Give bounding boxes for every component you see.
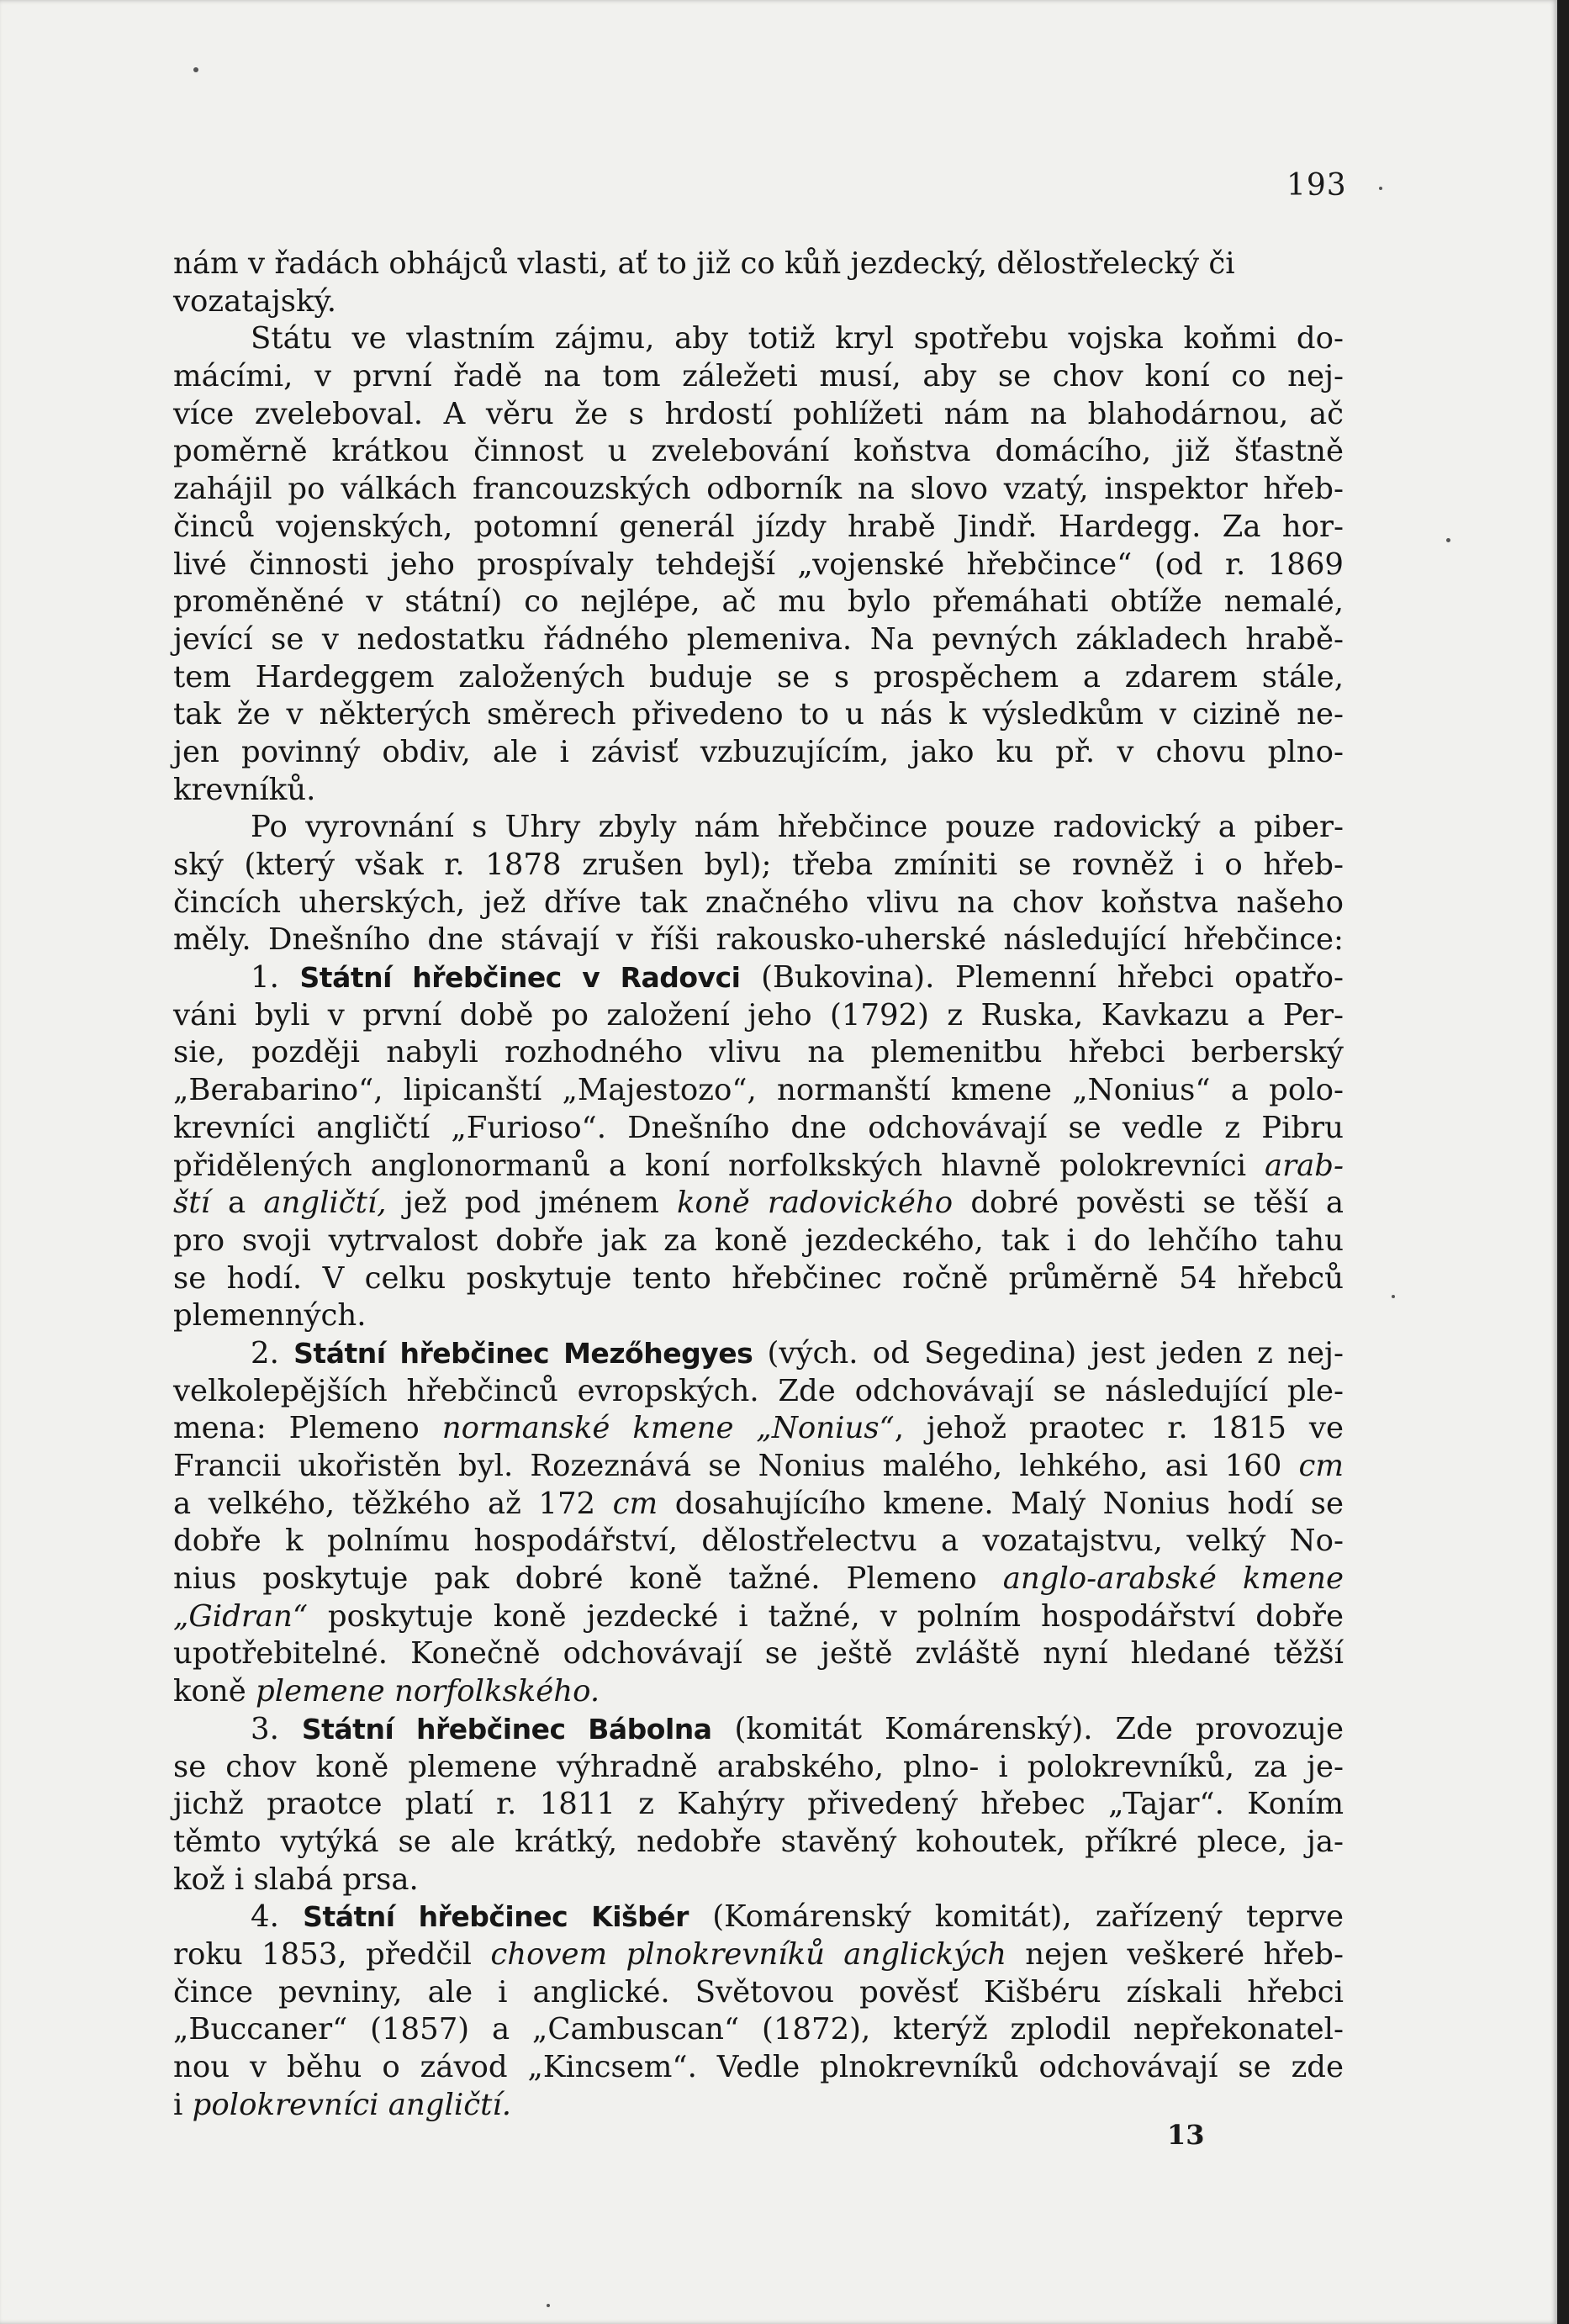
text-line: jen povinný obdiv, ale i závisť vzbuzujícím, jako ku př. v chovu plno-: [173, 734, 1344, 769]
text-line: více zveleboval. A věru že s hrdostí pohlížeti nám na blahodárnou, ač: [173, 396, 1344, 431]
text-line: pro svoji vytrvalost dobře jak za koně jezdeckého, tak i do lehčího tahu: [173, 1223, 1344, 1258]
text-line: sie, později nabyli rozhodného vlivu na plemenitbu hřebci berberský: [173, 1035, 1344, 1070]
page-number-top: 193: [1286, 168, 1347, 203]
text-line: upotřebitelné. Konečně odchovávají se ještě zvláště nyní hledané těžší: [173, 1636, 1344, 1672]
text-line: Státu ve vlastním zájmu, aby totiž kryl spotřebu vojska koňmi do-: [251, 321, 1344, 357]
text-line: nám v řadách obhájců vlasti, ať to již co kůň jezdecký, dělostřelecký či: [173, 246, 1235, 281]
text-line: 2. Státní hřebčinec Mezőhegyes (vých. od Segedina) jest jeden z nej-: [251, 1335, 1344, 1371]
text-line: tak že v některých směrech přivedeno to u nás k výsledkům v cizině ne-: [173, 697, 1344, 732]
paper-speck: [547, 2304, 550, 2307]
text-line: „Gidran“ poskytuje koně jezdecké i tažné, v polním hospodářství dobře: [173, 1598, 1344, 1634]
text-line: činců vojenských, potomní generál jízdy hrabě Jindř. Hardegg. Za hor-: [173, 509, 1344, 544]
text-line: Po vyrovnání s Uhry zbyly nám hřebčince pouze radovický a piber-: [251, 810, 1344, 845]
text-line: přidělených anglonormanů a koní norfolkských hlavně polokrevníci arab-: [173, 1148, 1344, 1183]
text-line: mácími, v první řadě na tom záležeti musí, aby se chov koní co nej-: [173, 359, 1344, 394]
text-line: ský (který však r. 1878 zrušen byl); třeba zmíniti se rovněž i o hřeb-: [173, 848, 1344, 882]
section-heading: Státní hřebčinec v Radovci: [299, 961, 741, 995]
text-line: Francii ukořistěn byl. Rozeznává se Nonius malého, lehkého, asi 160 cm: [173, 1449, 1344, 1483]
text-line: proměněné v státní) co nejlépe, ač mu bylo přemáhati obtíže nemalé,: [173, 584, 1344, 620]
text-line: nius poskytuje pak dobré koně tažné. Plemeno anglo-arabské kmene: [173, 1561, 1344, 1597]
text-line: mena: Plemeno normanské kmene „Nonius“, jehož praotec r. 1815 ve: [173, 1411, 1344, 1446]
text-line: jichž praotce platí r. 1811 z Kahýry přivedený hřebec „Tajar“. Koním: [173, 1787, 1344, 1822]
text-line: velkolepějších hřebčinců evropských. Zde odchovávají se následující ple-: [173, 1373, 1344, 1408]
text-line: čince pevniny, ale i anglické. Světovou pověsť Kišbéru získali hřebci: [173, 1974, 1344, 2010]
text-line: ští a angličtí, jež pod jménem koně radovického dobré pověsti se těší a: [173, 1186, 1344, 1221]
text-line: nou v běhu o závod „Kincsem“. Vedle plnokrevníků odchovávají se zde: [173, 2050, 1344, 2084]
text-line: měly. Dnešního dne stávají v říši rakousko-uherské následující hřebčince:: [173, 922, 1344, 958]
text-line: krevníci angličtí „Furioso“. Dnešního dne odchovávají se vedle z Pibru: [173, 1110, 1344, 1145]
text-line: tem Hardeggem založených buduje se s prospěchem a zdarem stále,: [173, 659, 1344, 695]
text-line: se hodí. V celku poskytuje tento hřebčinec ročně průměrně 54 hřebců: [173, 1260, 1344, 1296]
text-line: dobře k polnímu hospodářství, dělostřelectvu a vozatajstvu, velký No-: [173, 1524, 1344, 1559]
text-line: kož i slabá prsa.: [173, 1862, 419, 1897]
section-heading: Státní hřebčinec Bábolna: [301, 1712, 712, 1746]
page-edge: [1557, 0, 1569, 2324]
text-line: poměrně krátkou činnost u zvelebování koňstva domácího, již šťastně: [173, 434, 1344, 469]
section-heading: Státní hřebčinec Kišbér: [303, 1900, 689, 1934]
text-line: vozatajský.: [173, 283, 337, 319]
text-line: čincích uherských, jež dříve tak značného vlivu na chov koňstva našeho: [173, 885, 1344, 920]
text-line: zahájil po válkách francouzských odborník na slovo vzatý, inspektor hřeb-: [173, 472, 1344, 507]
text-line: 4. Státní hřebčinec Kišbér (Komárenský komitát), zařízený teprve: [251, 1899, 1344, 1935]
paper-speck: [1379, 187, 1382, 190]
text-line: a velkého, těžkého až 172 cm dosahujícího kmene. Malý Nonius hodí se: [173, 1486, 1344, 1521]
text-line: krevníků.: [173, 772, 316, 807]
text-line: livé činnosti jeho prospívaly tehdejší „vojenské hřebčince“ (od r. 1869: [173, 547, 1344, 582]
text-line: těmto vytýká se ale krátký, nedobře stavěný kohoutek, příkré plece, ja-: [173, 1824, 1344, 1859]
text-line: i polokrevníci angličtí.: [173, 2087, 511, 2122]
body-text: [173, 246, 1344, 2124]
text-line: 3. Státní hřebčinec Bábolna (komitát Komárenský). Zde provozuje: [251, 1711, 1344, 1746]
paper-speck: [1446, 538, 1450, 542]
text-line: 1. Státní hřebčinec v Radovci (Bukovina). Plemenní hřebci opatřo-: [251, 960, 1344, 996]
paper-speck: [1392, 1295, 1395, 1298]
section-heading: Státní hřebčinec Mezőhegyes: [293, 1336, 753, 1370]
text-line: roku 1853, předčil chovem plnokrevníků anglických nejen veškeré hřeb-: [173, 1936, 1344, 1972]
text-line: váni byli v první době po založení jeho (1792) z Ruska, Kavkazu a Per-: [173, 997, 1344, 1033]
signature-mark: 13: [1167, 2119, 1205, 2151]
text-line: plemenných.: [173, 1298, 367, 1334]
text-line: se chov koně plemene výhradně arabského, plno- i polokrevníků, za je-: [173, 1749, 1344, 1784]
paper-speck: [193, 67, 198, 72]
text-line: jevící se v nedostatku řádného plemeniva. Na pevných základech hrabě-: [173, 621, 1344, 657]
text-line: „Berabarino“, lipicanští „Majestozo“, normanští kmene „Nonius“ a polo-: [173, 1073, 1344, 1108]
text-line: koně plemene norfolkského.: [173, 1674, 600, 1709]
text-line: „Buccaner“ (1857) a „Cambuscan“ (1872), kterýž zplodil nepřekonatel-: [173, 2012, 1344, 2047]
